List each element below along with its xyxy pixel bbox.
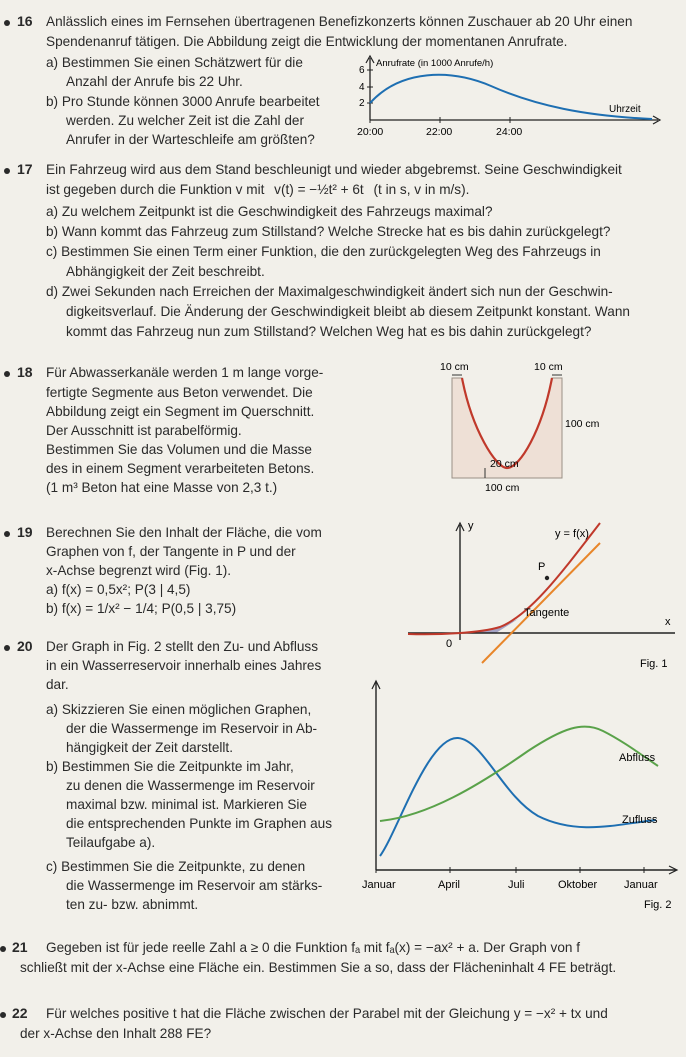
problem-20-text: dar. (46, 677, 69, 692)
bullet-19 (4, 531, 10, 537)
problem-16-text: Anlässlich eines im Fernsehen übertragenen Benefizkonzerts können Zuschauer ab 20 Uhr einen (46, 14, 633, 29)
call-rate-chart (356, 54, 666, 154)
x-axis-label: x (665, 616, 671, 628)
problem-20a: hängigkeit der Zeit darstellt. (66, 740, 233, 755)
problem-22-number: 22 (12, 1005, 28, 1021)
fig2-caption: Fig. 2 (644, 899, 672, 911)
problem-16b: werden. Zu welcher Zeit ist die Zahl der (66, 113, 304, 128)
tick-label-y2: 2 (359, 98, 365, 109)
point-p (545, 576, 549, 580)
problem-16b: Anrufer in der Warteschleife am größten? (66, 132, 315, 147)
problem-18-text: fertigte Segmente aus Beton verwendet. Die (46, 385, 313, 400)
velocity-formula: v(t) = −½t² + 6t (274, 182, 364, 197)
problem-17-text (46, 180, 469, 199)
problem-17-text: Ein Fahrzeug wird aus dem Stand beschleunigt und wieder abgebremst. Seine Geschwindigkeit (46, 162, 622, 177)
problem-17d: digkeitsverlauf. Die Änderung der Geschwindigkeit bleibt ab diesem Zeitpunkt konstant. Wann (66, 304, 630, 319)
problem-19-text: x-Achse begrenzt wird (Fig. 1). (46, 563, 232, 578)
problem-18-text: (1 m³ Beton hat eine Masse von 2,3 t.) (46, 480, 278, 495)
problem-20b: die entsprechenden Punkte im Graphen aus (66, 816, 333, 831)
problem-19-number: 19 (17, 524, 33, 540)
tangent-label: Tangente (524, 607, 570, 619)
problem-17d: d) Zwei Sekunden nach Erreichen der Maximalgeschwindigkeit ändert sich nun der Geschwin- (46, 284, 613, 299)
tick-label-x1: 20:00 (357, 126, 384, 138)
problem-20b: maximal bzw. minimal ist. Markieren Sie (66, 797, 307, 812)
problem-17-intro: ist gegeben durch die Funktion v mit (46, 182, 265, 197)
problem-20b: Teilaufgabe a). (66, 835, 156, 850)
abfluss-label: Abfluss (619, 752, 656, 764)
bullet-18 (4, 371, 10, 377)
width-label-right: 10 cm (534, 361, 563, 373)
problem-16a: Anzahl der Anrufe bis 22 Uhr. (66, 74, 243, 89)
problem-16-text: Spendenanruf tätigen. Die Abbildung zeigt die Entwicklung der momentanen Anrufrate. (46, 34, 568, 49)
chart-title: Anrufrate (in 1000 Anrufe/h) (376, 58, 494, 69)
problem-20-text: Der Graph in Fig. 2 stellt den Zu- und Abfluss (46, 639, 319, 654)
bullet-20 (4, 645, 10, 651)
problem-20c: die Wassermenge im Reservoir am stärks- (66, 878, 323, 893)
problem-17-number: 17 (17, 161, 33, 177)
problem-17b: b) Wann kommt das Fahrzeug zum Stillstand? Welche Strecke hat es bis dahin zurückgelegt? (46, 224, 611, 239)
problem-20a: a) Skizzieren Sie einen möglichen Graphen, (46, 702, 312, 717)
problem-18-text: des in einem Segment verarbeiteten Betons. (46, 461, 315, 476)
problem-18-number: 18 (17, 364, 33, 380)
problem-16a: a) Bestimmen Sie einen Schätzwert für die (46, 55, 303, 70)
month-label-juli: Juli (508, 879, 525, 891)
problem-20b: zu denen die Wassermenge im Reservoir (66, 778, 315, 793)
tick-label-y4: 4 (359, 82, 365, 93)
function-label: y = f(x) (555, 528, 589, 540)
problem-22-text: der x-Achse den Inhalt 288 FE? (20, 1026, 212, 1041)
y-axis-label: y (468, 520, 474, 532)
width-label-left: 10 cm (440, 361, 469, 373)
month-label-januar: Januar (362, 879, 396, 891)
problem-22-text: Für welches positive t hat die Fläche zwischen der Parabel mit der Gleichung y = −x² + tx und (46, 1006, 608, 1021)
bullet-21 (0, 946, 6, 952)
tick-label-x2: 22:00 (426, 126, 453, 138)
problem-17c: c) Bestimmen Sie einen Term einer Funktion, die den zurückgelegten Weg des Fahrzeugs in (46, 244, 601, 259)
problem-18-text: Für Abwasserkanäle werden 1 m lange vorge- (46, 365, 324, 380)
height-label: 100 cm (565, 418, 600, 430)
zufluss-curve (380, 738, 656, 856)
problem-21-text: Gegeben ist für jede reelle Zahl a ≥ 0 die Funktion fₐ mit fₐ(x) = −ax² + a. Der Graph von f (46, 940, 581, 955)
zufluss-label: Zufluss (622, 814, 658, 826)
month-label-januar-end: Januar (624, 879, 658, 891)
base-width-label: 100 cm (485, 482, 520, 494)
problem-20c: c) Bestimmen Sie die Zeitpunkte, zu denen (46, 859, 306, 874)
bottom-thickness-label: 20 cm (490, 458, 519, 470)
problem-17c: Abhängigkeit der Zeit beschreibt. (66, 264, 265, 279)
problem-16b: b) Pro Stunde können 3000 Anrufe bearbeitet (46, 94, 320, 109)
sewer-segment-figure (430, 360, 610, 495)
problem-19-text: Graphen von f, der Tangente in P und der (46, 544, 296, 559)
problem-17d: kommt das Fahrzeug nun zum Stillstand? Welchen Weg hat es bis dahin zurückgelegt? (66, 324, 592, 339)
month-label-oktober: Oktober (558, 879, 598, 891)
tick-label-x3: 24:00 (496, 126, 523, 138)
origin-label: 0 (446, 638, 453, 650)
problem-20b: b) Bestimmen Sie die Zeitpunkte im Jahr, (46, 759, 294, 774)
problem-17a: a) Zu welchem Zeitpunkt ist die Geschwindigkeit des Fahrzeugs maximal? (46, 204, 493, 219)
x-axis-label: Uhrzeit (609, 104, 641, 115)
problem-19-text: Berechnen Sie den Inhalt der Fläche, die vom (46, 525, 322, 540)
problem-19a: a) f(x) = 0,5x²; P(3 | 4,5) (46, 582, 191, 597)
problem-18-text: Bestimmen Sie das Volumen und die Masse (46, 442, 312, 457)
bullet-16 (4, 20, 10, 26)
bullet-17 (4, 168, 10, 174)
tangent-area-figure (400, 515, 680, 675)
problem-21-number: 21 (12, 939, 28, 955)
shaded-area (460, 619, 518, 633)
problem-19b: b) f(x) = 1/x² − 1/4; P(0,5 | 3,75) (46, 601, 237, 616)
problem-16-number: 16 (17, 13, 33, 29)
problem-20c: ten zu- bzw. abnimmt. (66, 897, 199, 912)
problem-18-text: Abbildung zeigt ein Segment im Querschnitt. (46, 404, 315, 419)
fig1-caption: Fig. 1 (640, 658, 668, 670)
problem-18-text: Der Ausschnitt ist parabelförmig. (46, 423, 242, 438)
reservoir-flow-figure (358, 676, 683, 916)
problem-21-text: schließt mit der x-Achse eine Fläche ein. Bestimmen Sie a so, dass der Flächeninhalt 4 FE beträgt. (20, 960, 617, 975)
tick-label-y6: 6 (359, 65, 365, 76)
problem-20-number: 20 (17, 638, 33, 654)
problem-20a: der die Wassermenge im Reservoir in Ab- (66, 721, 318, 736)
problem-20-text: in ein Wasserreservoir innerhalb eines Jahres (46, 658, 322, 673)
units: (t in s, v in m/s). (373, 182, 470, 197)
point-p-label: P (538, 561, 546, 573)
month-label-april: April (438, 879, 461, 891)
bullet-22 (0, 1012, 6, 1018)
